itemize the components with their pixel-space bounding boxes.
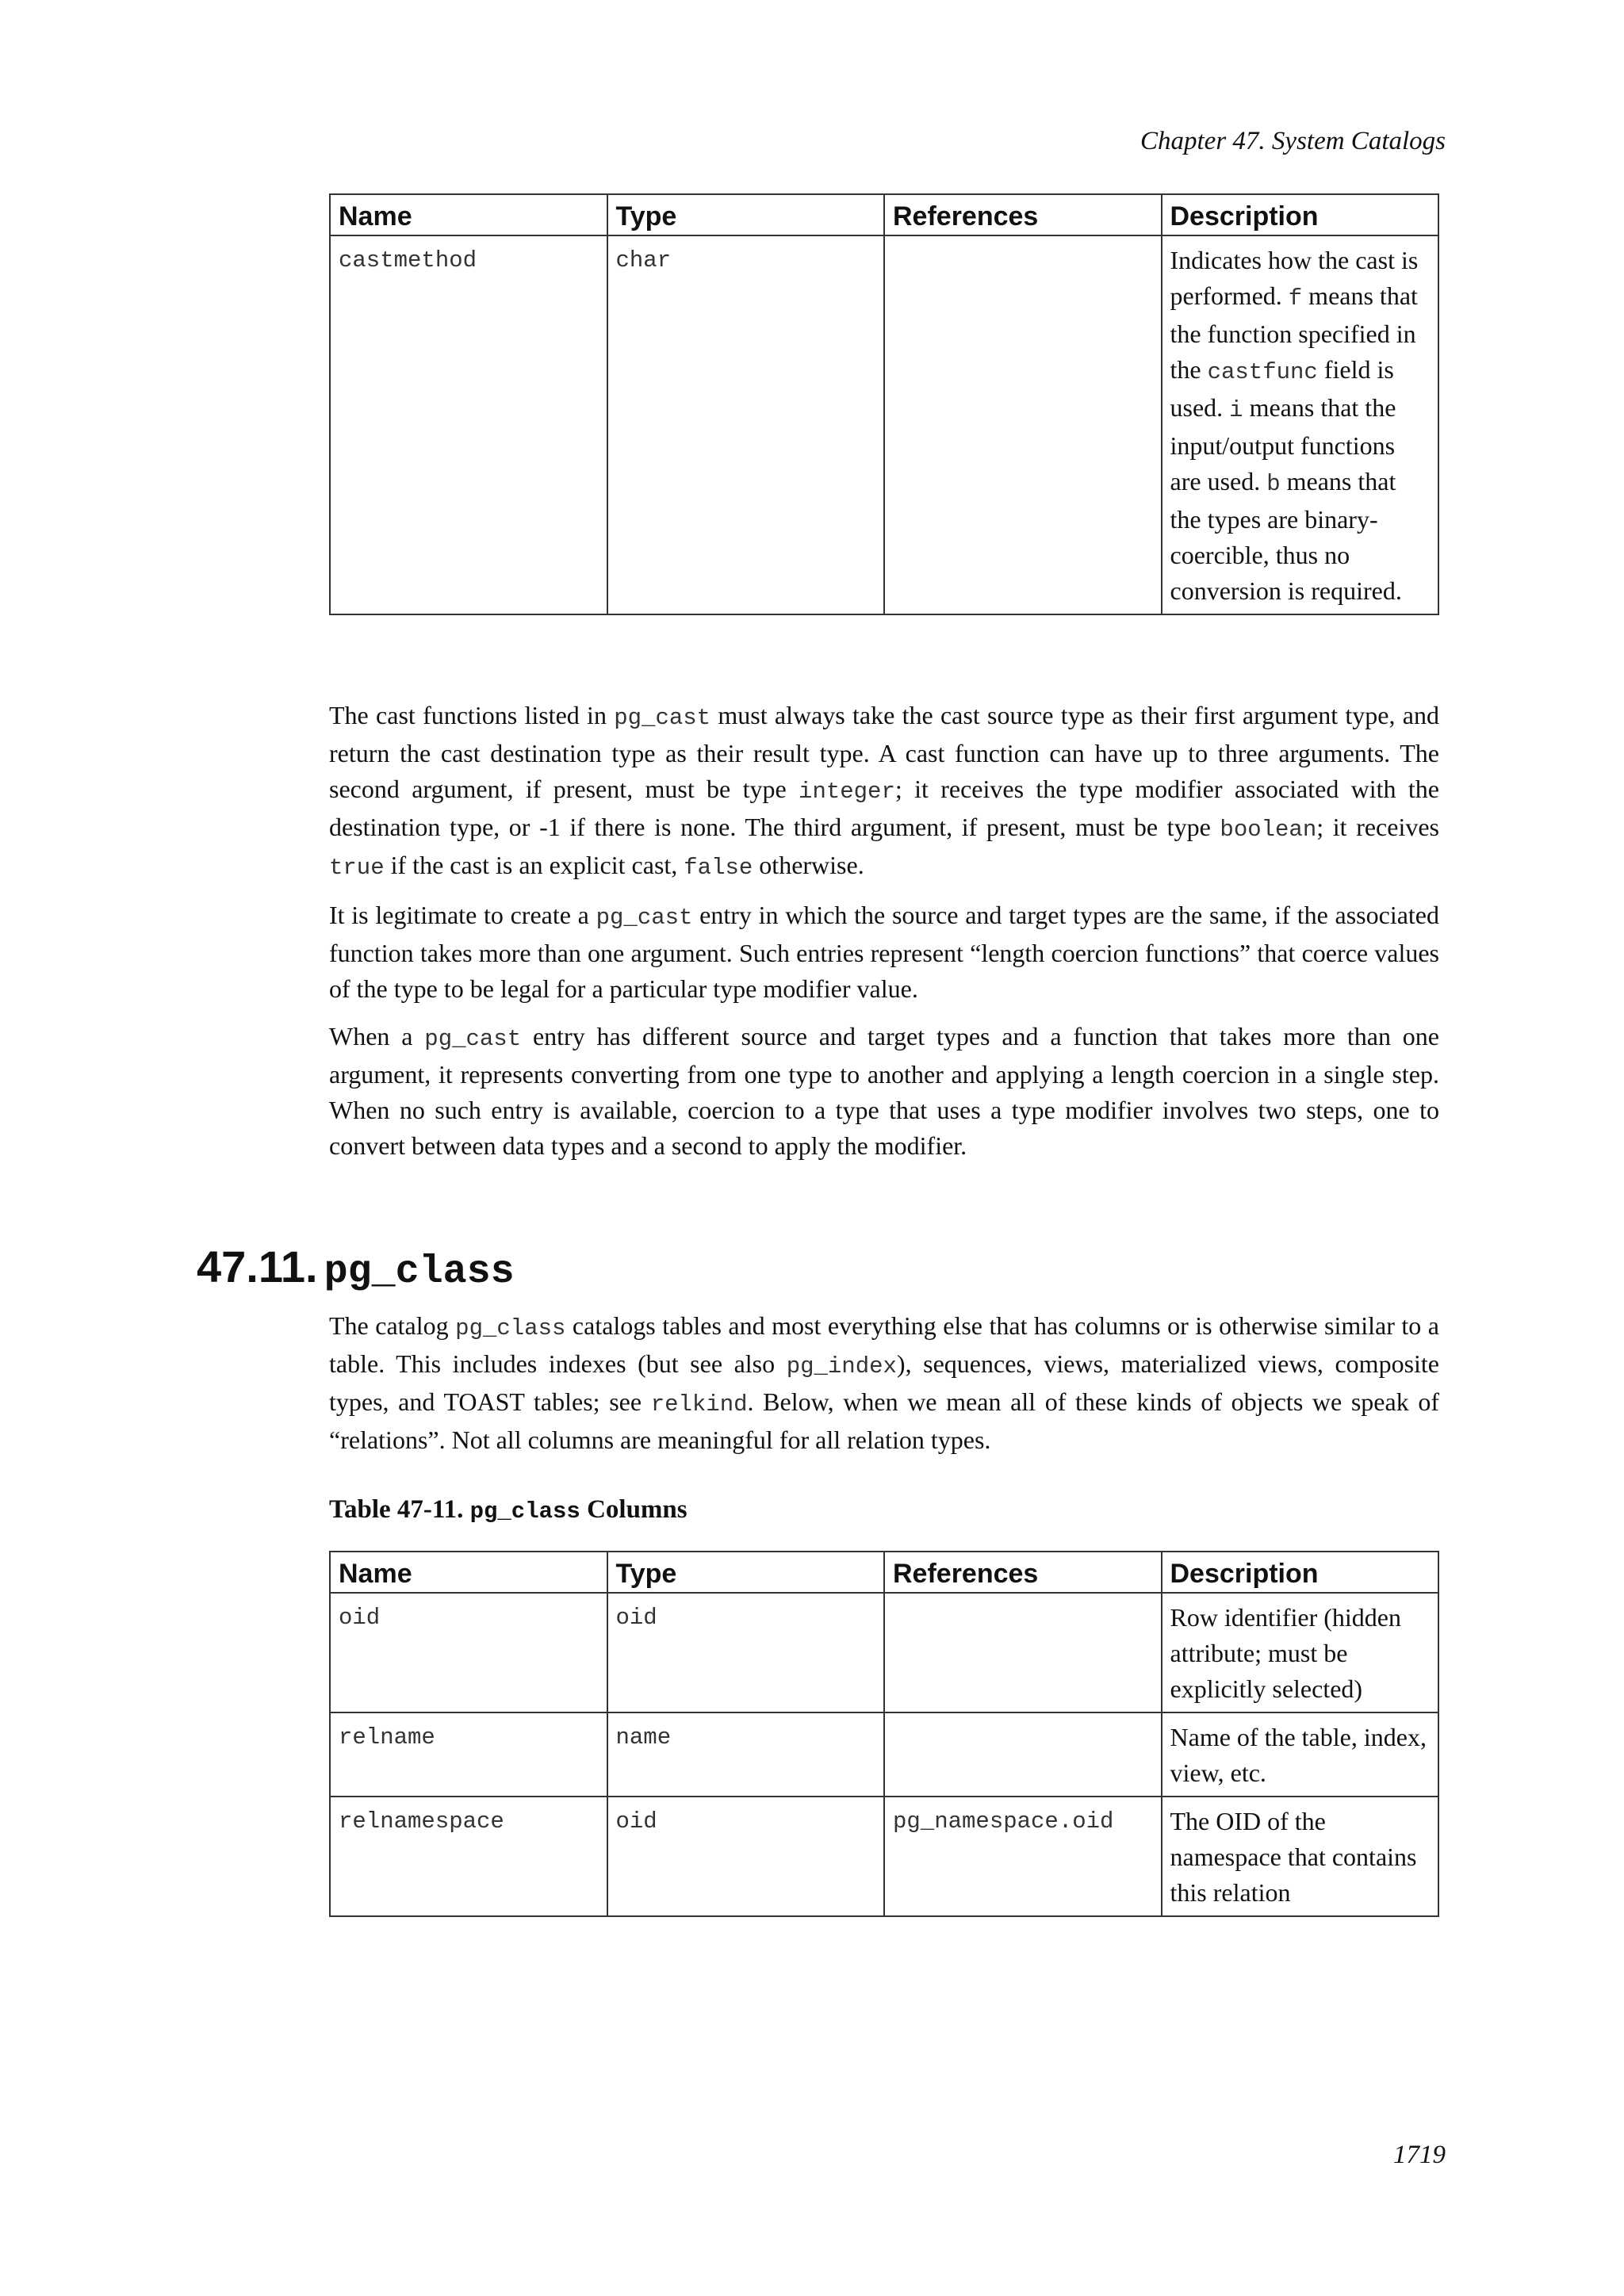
table-caption-block xyxy=(329,1495,1439,1525)
paragraph-length-coercion xyxy=(329,897,1439,1007)
text: entry in which the source and target types are the same, if the associated function takes more than one argument. Such entries represent “length coercion functions” that coerce values of the type to be legal for a particular type modifier value. xyxy=(329,901,1440,1003)
cell-references xyxy=(884,235,1162,614)
inline-code: pg_cast xyxy=(596,905,693,931)
text: must always take the cast source type as their first argument type, and return the cast destination type as their result type. A cast function can have up to three arguments. The second argument, if present, must be type xyxy=(329,701,1440,803)
desc-code: castfunc xyxy=(1207,359,1318,385)
inline-code: relkind xyxy=(650,1391,748,1418)
inline-code: pg_cast xyxy=(424,1026,522,1052)
cell-name: relnamespace xyxy=(330,1797,607,1916)
text: ), sequences, views, materialized views, composite types, and TOAST tables; see xyxy=(329,1349,1440,1416)
column-header-references: References xyxy=(884,1552,1162,1593)
column-header-references: References xyxy=(884,194,1162,235)
table-header-row xyxy=(330,194,1438,235)
text: otherwise. xyxy=(753,851,864,879)
desc-code: i xyxy=(1229,397,1243,423)
cell-name: relname xyxy=(330,1712,607,1797)
inline-code: true xyxy=(329,855,385,881)
column-header-type: Type xyxy=(607,1552,885,1593)
pg-cast-columns-table-continued xyxy=(329,193,1439,615)
section-number: 47.11. xyxy=(197,1242,318,1292)
cell-type: oid xyxy=(607,1593,885,1712)
cell-references xyxy=(884,1593,1162,1712)
caption-suffix: Columns xyxy=(580,1495,688,1524)
paragraph-pg-class-intro xyxy=(329,1308,1439,1458)
cell-description: Name of the table, index, view, etc. xyxy=(1162,1712,1439,1797)
inline-code: pg_cast xyxy=(614,705,711,731)
inline-code: pg_index xyxy=(786,1353,897,1380)
section-intro xyxy=(329,1308,1439,1458)
cell-name: castmethod xyxy=(330,235,607,614)
text: if the cast is an explicit cast, xyxy=(384,851,684,879)
column-header-name: Name xyxy=(330,1552,607,1593)
cell-type: name xyxy=(607,1712,885,1797)
inline-code: pg_class xyxy=(455,1315,566,1341)
column-header-description: Description xyxy=(1162,1552,1439,1593)
paragraph-cast-functions xyxy=(329,698,1439,886)
cell-description: The OID of the namespace that contains this relation xyxy=(1162,1797,1439,1916)
text: ; it receives xyxy=(1316,813,1440,841)
running-header: Chapter 47. System Catalogs xyxy=(1140,127,1446,155)
page-number: 1719 xyxy=(1393,2141,1446,2169)
desc-code: f xyxy=(1288,285,1303,312)
cell-references xyxy=(884,1712,1162,1797)
pg-class-columns-table xyxy=(329,1551,1439,1917)
caption-prefix: Table 47-11. xyxy=(329,1495,470,1524)
text: The cast functions listed in xyxy=(329,701,615,729)
table-caption xyxy=(329,1495,1439,1525)
caption-code: pg_class xyxy=(469,1498,580,1525)
table-header-row xyxy=(330,1552,1438,1593)
paragraph-different-types xyxy=(329,1019,1439,1164)
table-row xyxy=(330,235,1438,614)
text: It is legitimate to create a xyxy=(329,901,596,929)
table-row xyxy=(330,1797,1438,1916)
text: . Below, when we mean all of these kinds of objects we speak of “relations”. Not all columns are meaningful for all relation types. xyxy=(329,1387,1440,1454)
cell-name: oid xyxy=(330,1593,607,1712)
desc-text: means that the types are binary-coercible, thus no conversion is required. xyxy=(1170,467,1402,605)
cell-references: pg_namespace.oid xyxy=(884,1797,1162,1916)
text: catalogs tables and most everything else that has columns or is otherwise similar to a table. This includes indexes (but see also xyxy=(329,1311,1440,1378)
pg-class-table xyxy=(329,1551,1439,1917)
desc-text: Indicates how the cast is performed. xyxy=(1170,246,1419,310)
table-row xyxy=(330,1712,1438,1797)
desc-text: means that the input/output functions are used. xyxy=(1170,393,1396,496)
cell-description xyxy=(1162,235,1439,614)
cell-type: oid xyxy=(607,1797,885,1916)
text: The catalog xyxy=(329,1311,456,1340)
body-text-block xyxy=(329,698,1439,1164)
text: entry has different source and target types and a function that takes more than one argument, it represents converting from one type to another and applying a length coercion in a single step. When no such entry is available, coercion to a type that uses a type modifier involves two steps, one to convert between data types and a second to apply the modifier. xyxy=(329,1022,1440,1160)
desc-text: field is used. xyxy=(1170,355,1394,422)
pg-cast-table xyxy=(329,193,1439,615)
cell-type: char xyxy=(607,235,885,614)
desc-code: b xyxy=(1266,471,1281,497)
inline-code: boolean xyxy=(1220,817,1317,843)
column-header-name: Name xyxy=(330,194,607,235)
desc-text: means that the function specified in the xyxy=(1170,281,1418,384)
text: When a xyxy=(329,1022,425,1050)
inline-code: integer xyxy=(799,779,895,805)
text: ; it receives the type modifier associated with the destination type, or -1 if there is none. The third argument, if present, must be type xyxy=(329,775,1440,841)
column-header-type: Type xyxy=(607,194,885,235)
column-header-description: Description xyxy=(1162,194,1439,235)
inline-code: false xyxy=(684,855,753,881)
table-row xyxy=(330,1593,1438,1712)
section-name: pg_class xyxy=(324,1249,515,1295)
cell-description: Row identifier (hidden attribute; must be explicitly selected) xyxy=(1162,1593,1439,1712)
section-heading xyxy=(197,1241,515,1295)
